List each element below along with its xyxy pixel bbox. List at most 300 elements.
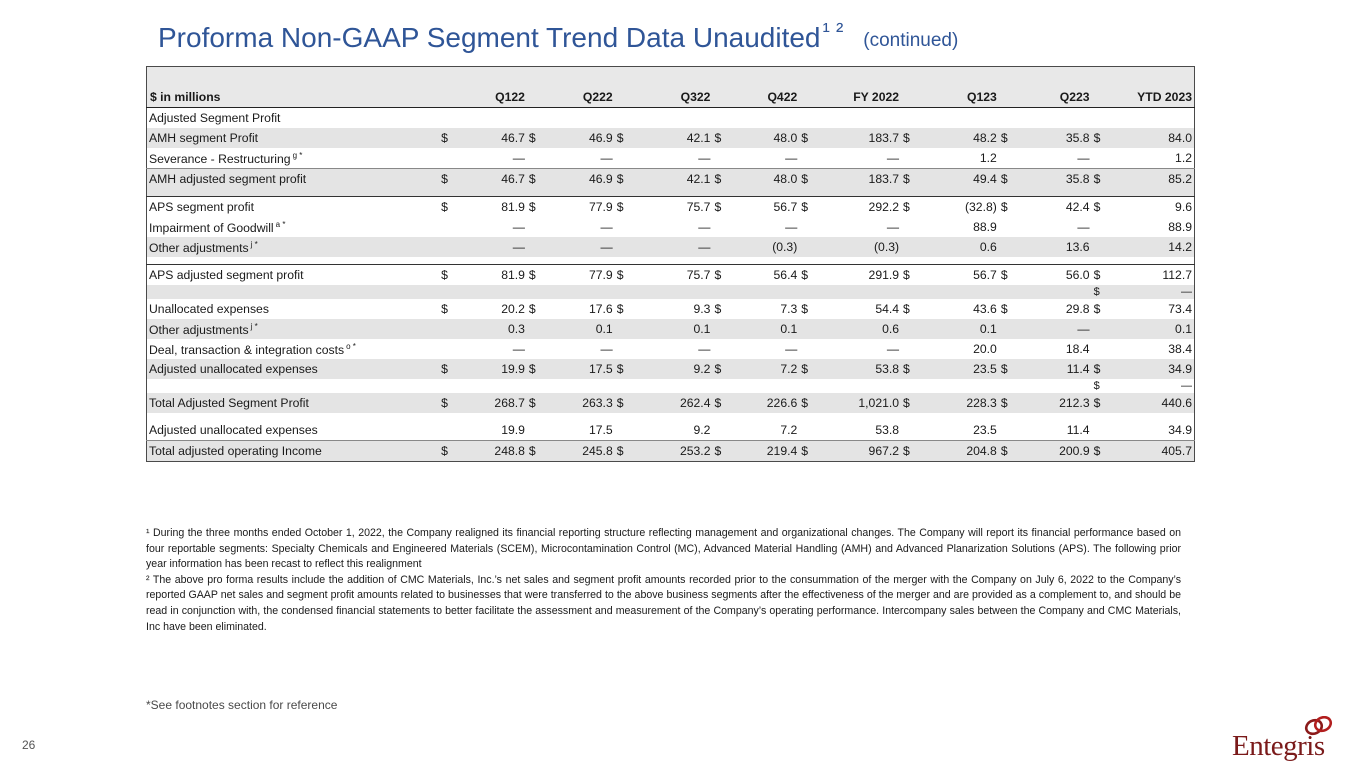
spacer-cell (147, 189, 1195, 197)
currency-symbol (901, 237, 914, 257)
cell-value: 292.2 (812, 197, 901, 218)
table-row (147, 441, 1195, 462)
table-row (147, 169, 1195, 190)
currency-symbol (799, 339, 812, 359)
footnote-marker: g * (292, 150, 303, 160)
entegris-logo (1232, 716, 1344, 764)
cell-value: 14.2 (1105, 237, 1195, 257)
currency-symbol: $ (999, 393, 1012, 413)
currency-symbol (901, 319, 914, 339)
currency-symbol: $ (799, 197, 812, 218)
table-row (147, 299, 1195, 319)
cell-value: — (1105, 285, 1195, 299)
cell-value: 0.1 (725, 319, 799, 339)
row-label-text: Unallocated expenses (149, 302, 269, 316)
currency-symbol (1092, 237, 1105, 257)
column-header: $ in millions (147, 87, 440, 108)
cell-value: 35.8 (1012, 128, 1092, 148)
cell-value: 77.9 (540, 197, 615, 218)
row-label (147, 169, 440, 190)
row-label (147, 265, 440, 286)
empty-cell (147, 379, 1092, 393)
currency-symbol (527, 339, 540, 359)
cell-value: 56.4 (725, 265, 799, 286)
spacer-row (147, 189, 1195, 197)
currency-symbol: $ (527, 359, 540, 379)
row-label-text: Deal, transaction & integration costs (149, 342, 345, 357)
footnote-2: ² The above pro forma results include the addition of CMC Materials, Inc.’s net sales and segment profit amounts recorded prior to the consummation of the merger with the Company on July 6, 2022 to the Company’s reported GAAP net sales and segment profit amounts related to businesses that were transferred to the above business segments after the effectiveness of the merger and are provided as a complement to, and should be read in conjunction with, the condensed financial statements to better facilitate the assessment and measurement of the Company’s operating performance. Intercompany sales between the Company and CMC Materials, Inc have been eliminated. (146, 573, 1181, 633)
cell-value: 9.6 (1105, 197, 1195, 218)
cell-value: 88.9 (1168, 220, 1192, 234)
cell-value: 35.8 (1012, 169, 1092, 190)
currency-symbol: $ (901, 169, 914, 190)
cell-value: 11.4 (1012, 420, 1092, 441)
currency-symbol: $ (439, 169, 452, 190)
cell-value: 1.2 (914, 148, 999, 169)
cell-value: (32.8) (914, 197, 999, 218)
cell-value: 0.3 (452, 319, 527, 339)
currency-symbol (712, 237, 725, 257)
currency-symbol (439, 237, 452, 257)
cell-value: 19.9 (452, 420, 527, 441)
table-row (147, 108, 1195, 129)
currency-symbol: $ (615, 359, 628, 379)
currency-symbol: $ (901, 393, 914, 413)
cell-value: 20.2 (501, 302, 525, 316)
currency-symbol: $ (901, 197, 914, 218)
row-label-text: APS adjusted segment profit (149, 268, 304, 282)
table-row (147, 285, 1195, 299)
cell-value: 85.2 (1105, 169, 1195, 190)
currency-symbol (1092, 319, 1105, 339)
cell-value: — (600, 342, 613, 356)
currency-symbol: $ (615, 393, 628, 413)
table-header-spacer (147, 67, 1195, 88)
page-title (158, 18, 958, 54)
currency-symbol (999, 339, 1012, 359)
cell-value: 81.9 (452, 197, 527, 218)
currency-symbol: $ (1000, 302, 1008, 316)
currency-symbol (799, 420, 812, 441)
cell-value: — (886, 342, 900, 356)
currency-symbol: $ (799, 393, 812, 413)
row-label-text: Severance - Restructuring (149, 151, 291, 166)
cell-value: 9.3 (693, 302, 711, 316)
currency-symbol (1092, 420, 1105, 441)
cell-value: 84.0 (1105, 128, 1195, 148)
cell-value: 228.3 (914, 393, 999, 413)
currency-symbol (527, 108, 540, 129)
currency-symbol (799, 217, 812, 237)
currency-symbol (615, 339, 628, 359)
cell-value: — (785, 342, 798, 356)
cell-value: 0.1 (914, 319, 999, 339)
currency-symbol: $ (441, 302, 448, 316)
cell-value: 56.0 (1012, 265, 1092, 286)
cell-value: — (512, 342, 525, 356)
column-header: FY 2022 (799, 87, 901, 108)
table-row (147, 359, 1195, 379)
currency-symbol: $ (439, 128, 452, 148)
cell-value: 183.7 (812, 128, 901, 148)
currency-symbol: $ (439, 441, 452, 462)
cell-value: 253.2 (628, 441, 713, 462)
cell-value: — (725, 148, 799, 169)
currency-symbol (439, 319, 452, 339)
currency-symbol: $ (712, 441, 725, 462)
currency-symbol (439, 217, 452, 237)
column-header: Q123 (901, 87, 999, 108)
cell-value: 48.2 (914, 128, 999, 148)
currency-symbol: $ (799, 169, 812, 190)
currency-symbol: $ (527, 393, 540, 413)
currency-symbol (615, 148, 628, 169)
currency-symbol: $ (999, 169, 1012, 190)
column-header: YTD 2023 (1092, 87, 1195, 108)
table-row (147, 265, 1195, 286)
currency-symbol: $ (799, 265, 812, 286)
cell-value: — (1012, 148, 1092, 169)
cell-value: 49.4 (914, 169, 999, 190)
row-label (147, 393, 440, 413)
cell-value (452, 108, 527, 129)
cell-value: 212.3 (1012, 393, 1092, 413)
currency-symbol: $ (527, 441, 540, 462)
column-header: Q122 (439, 87, 527, 108)
row-label (147, 197, 440, 218)
currency-symbol: $ (901, 265, 914, 286)
currency-symbol (615, 237, 628, 257)
cell-value: 112.7 (1105, 265, 1195, 286)
currency-symbol (999, 108, 1012, 129)
cell-value: 75.7 (628, 265, 713, 286)
cell-value: 967.2 (812, 441, 901, 462)
cell-value: 53.8 (812, 359, 901, 379)
currency-symbol (1092, 148, 1105, 169)
cell-value: (0.3) (725, 237, 799, 257)
cell-value: — (1181, 380, 1192, 392)
currency-symbol: $ (712, 197, 725, 218)
cell-value: 0.6 (914, 237, 999, 257)
currency-symbol (615, 217, 628, 237)
currency-symbol: $ (439, 197, 452, 218)
currency-symbol (527, 217, 540, 237)
currency-symbol (527, 420, 540, 441)
row-label (147, 420, 440, 441)
footnote-marker: j * (250, 239, 258, 249)
cell-value: — (785, 220, 798, 234)
cell-value: 245.8 (540, 441, 615, 462)
cell-value: 46.7 (452, 128, 527, 148)
currency-symbol: $ (527, 128, 540, 148)
row-label (147, 339, 440, 359)
footnote-1: ¹ During the three months ended October 1, 2022, the Company realigned its financial reporting structure reflecting management and organizational changes. The Company will report its financial performance based on four reportable segments: Specialty Chemicals and Engineered Materials (SCEM), Microcontamination Control (MC), Advanced Material Handling (AMH) and Advanced Planarization Solutions (APS). The following prior year information has been recast to reflect this realignment (146, 527, 1181, 571)
cell-value: 54.4 (875, 302, 900, 316)
cell-value: 0.1 (628, 319, 713, 339)
spacer-cell (147, 413, 1195, 420)
row-label-text: Adjusted unallocated expenses (149, 423, 318, 437)
currency-symbol: $ (527, 197, 540, 218)
row-label (147, 441, 440, 462)
cell-value: — (628, 148, 713, 169)
table-row (147, 148, 1195, 169)
currency-symbol: $ (1092, 359, 1105, 379)
currency-symbol (439, 420, 452, 441)
cell-value: 18.4 (1065, 342, 1090, 356)
cell-value: 7.3 (780, 302, 798, 316)
spacer-cell (147, 257, 1195, 265)
cell-value: — (1077, 220, 1090, 234)
cell-value: 11.4 (1012, 359, 1092, 379)
currency-symbol (615, 420, 628, 441)
cell-value: 263.3 (540, 393, 615, 413)
currency-symbol: $ (1092, 169, 1105, 190)
currency-symbol (999, 217, 1012, 237)
row-label-text: Other adjustments (149, 240, 249, 255)
cell-value: 34.9 (1105, 359, 1195, 379)
cell-value: 34.9 (1105, 420, 1195, 441)
cell-value (1105, 108, 1195, 129)
row-label (147, 359, 440, 379)
currency-symbol: $ (901, 128, 914, 148)
currency-symbol: $ (999, 441, 1012, 462)
cell-value: 20.0 (973, 342, 997, 356)
currency-symbol: $ (439, 393, 452, 413)
cell-value: — (698, 220, 711, 234)
cell-value: 46.9 (540, 128, 615, 148)
empty-cell (147, 285, 1092, 299)
cell-value: — (452, 237, 527, 257)
cell-value: 0.1 (540, 319, 615, 339)
cell-value: 17.5 (540, 359, 615, 379)
currency-symbol: $ (1093, 302, 1101, 316)
currency-symbol: $ (714, 302, 722, 316)
currency-symbol: $ (712, 393, 725, 413)
cell-value: 46.9 (540, 169, 615, 190)
currency-symbol: $ (1093, 380, 1100, 392)
currency-symbol: $ (712, 359, 725, 379)
row-label (147, 237, 440, 257)
currency-symbol: $ (528, 302, 536, 316)
cell-value (725, 108, 799, 129)
cell-value: 268.7 (452, 393, 527, 413)
currency-symbol: $ (615, 197, 628, 218)
cell-value: 248.8 (452, 441, 527, 462)
cell-value: 7.2 (725, 359, 799, 379)
table-row (147, 420, 1195, 441)
currency-symbol (527, 319, 540, 339)
table-row (147, 339, 1195, 359)
cell-value: 226.6 (725, 393, 799, 413)
currency-symbol: $ (999, 359, 1012, 379)
currency-symbol: $ (615, 128, 628, 148)
currency-symbol (799, 237, 812, 257)
table-header-row (147, 87, 1195, 108)
cell-value: 77.9 (540, 265, 615, 286)
cell-value: 17.5 (540, 420, 615, 441)
cell-value: 23.5 (914, 359, 999, 379)
cell-value: 183.7 (812, 169, 901, 190)
currency-symbol: $ (615, 265, 628, 286)
cell-value: — (812, 148, 901, 169)
cell-value: 13.6 (1012, 237, 1092, 257)
currency-symbol: $ (1092, 265, 1105, 286)
table-row (147, 217, 1195, 237)
footnotes (146, 526, 1181, 635)
segment-trend-table (146, 66, 1195, 462)
cell-value: 48.0 (725, 128, 799, 148)
currency-symbol: $ (903, 302, 910, 316)
cell-value: 9.2 (628, 359, 713, 379)
row-label-text: AMH adjusted segment profit (149, 172, 307, 186)
cell-value: 42.4 (1012, 197, 1092, 218)
header-spacer-cell (147, 67, 1195, 88)
cell-value: 262.4 (628, 393, 713, 413)
currency-symbol: $ (799, 128, 812, 148)
currency-symbol (712, 148, 725, 169)
cell-value: 0.1 (1105, 319, 1195, 339)
currency-symbol: $ (616, 302, 624, 316)
cell-value: — (600, 220, 613, 234)
page-number: 26 (22, 738, 36, 752)
currency-symbol: $ (1092, 441, 1105, 462)
currency-symbol: $ (999, 265, 1012, 286)
cell-value: — (452, 148, 527, 169)
table-row (147, 197, 1195, 218)
cell-value: 219.4 (725, 441, 799, 462)
row-label-text: AMH segment Profit (149, 131, 259, 145)
row-label-text: Impairment of Goodwill (149, 220, 274, 235)
cell-value: 200.9 (1012, 441, 1092, 462)
cell-value (812, 108, 901, 129)
currency-symbol (799, 319, 812, 339)
row-label (147, 217, 440, 237)
currency-symbol: $ (799, 359, 812, 379)
cell-value: 440.6 (1105, 393, 1195, 413)
cell-value: 38.4 (1168, 342, 1192, 356)
cell-value (540, 108, 615, 129)
currency-symbol: $ (615, 169, 628, 190)
title-continued: (continued) (863, 30, 959, 51)
currency-symbol: $ (901, 441, 914, 462)
table-row (147, 379, 1195, 393)
title-main: Proforma Non-GAAP Segment Trend Data Unaudited (158, 22, 821, 53)
cell-value: 48.0 (725, 169, 799, 190)
column-header: Q322 (615, 87, 713, 108)
currency-symbol: $ (799, 441, 812, 462)
currency-symbol: $ (712, 128, 725, 148)
currency-symbol: $ (1092, 393, 1105, 413)
cell-value: — (886, 220, 900, 234)
currency-symbol (712, 420, 725, 441)
currency-symbol (615, 108, 628, 129)
logo-wordmark: Entegris (1232, 730, 1325, 762)
row-label-text: Adjusted Segment Profit (149, 111, 281, 125)
currency-symbol (799, 108, 812, 129)
cell-value: — (1012, 319, 1092, 339)
currency-symbol: $ (999, 197, 1012, 218)
currency-symbol (439, 148, 452, 169)
currency-symbol: $ (1092, 285, 1105, 299)
cell-value: — (628, 237, 713, 257)
row-label (147, 108, 440, 129)
cell-value: 1.2 (1105, 148, 1195, 169)
cell-value: 29.8 (1065, 302, 1090, 316)
currency-symbol (712, 339, 725, 359)
currency-symbol (527, 148, 540, 169)
row-label-text: APS segment profit (149, 200, 254, 214)
column-header: Q422 (712, 87, 799, 108)
table-row (147, 237, 1195, 257)
footnote-marker: o * (346, 341, 356, 351)
currency-symbol (439, 108, 452, 129)
currency-symbol (901, 339, 914, 359)
column-header: Q222 (527, 87, 615, 108)
cell-value: 9.2 (628, 420, 713, 441)
cell-value: 405.7 (1105, 441, 1195, 462)
see-footnotes-note: *See footnotes section for reference (146, 698, 338, 712)
currency-symbol (439, 339, 452, 359)
spacer-row (147, 257, 1195, 265)
row-label-text: Total Adjusted Segment Profit (149, 396, 309, 410)
footnote-marker: a * (275, 219, 286, 229)
cell-value: 7.2 (725, 420, 799, 441)
currency-symbol (901, 217, 914, 237)
currency-symbol (901, 108, 914, 129)
currency-symbol (799, 148, 812, 169)
currency-symbol: $ (901, 359, 914, 379)
cell-value: 17.6 (588, 302, 613, 316)
currency-symbol (1092, 217, 1105, 237)
row-label (147, 128, 440, 148)
currency-symbol (712, 319, 725, 339)
cell-value: 23.5 (914, 420, 999, 441)
currency-symbol (901, 420, 914, 441)
currency-symbol: $ (1092, 128, 1105, 148)
row-label (147, 299, 440, 319)
cell-value (914, 108, 999, 129)
currency-symbol (901, 148, 914, 169)
title-superscripts: ¹ ² (822, 18, 844, 43)
cell-value: 88.9 (973, 220, 997, 234)
footnote-marker: j * (250, 321, 258, 331)
table-row (147, 319, 1195, 339)
cell-value: 56.7 (725, 197, 799, 218)
cell-value: 0.6 (812, 319, 901, 339)
currency-symbol (712, 217, 725, 237)
currency-symbol: $ (712, 169, 725, 190)
cell-value: 81.9 (452, 265, 527, 286)
currency-symbol: $ (1092, 197, 1105, 218)
cell-value: — (540, 148, 615, 169)
cell-value (628, 108, 713, 129)
currency-symbol (999, 420, 1012, 441)
currency-symbol (527, 237, 540, 257)
currency-symbol (712, 108, 725, 129)
currency-symbol (1092, 108, 1105, 129)
currency-symbol: $ (527, 169, 540, 190)
cell-value: — (698, 342, 711, 356)
row-label (147, 148, 440, 169)
table-body (147, 67, 1195, 462)
row-label (147, 319, 440, 339)
cell-value: 46.7 (452, 169, 527, 190)
currency-symbol: $ (801, 302, 809, 316)
cell-value: 42.1 (628, 169, 713, 190)
cell-value: 1,021.0 (812, 393, 901, 413)
currency-symbol (999, 148, 1012, 169)
currency-symbol (1092, 339, 1105, 359)
